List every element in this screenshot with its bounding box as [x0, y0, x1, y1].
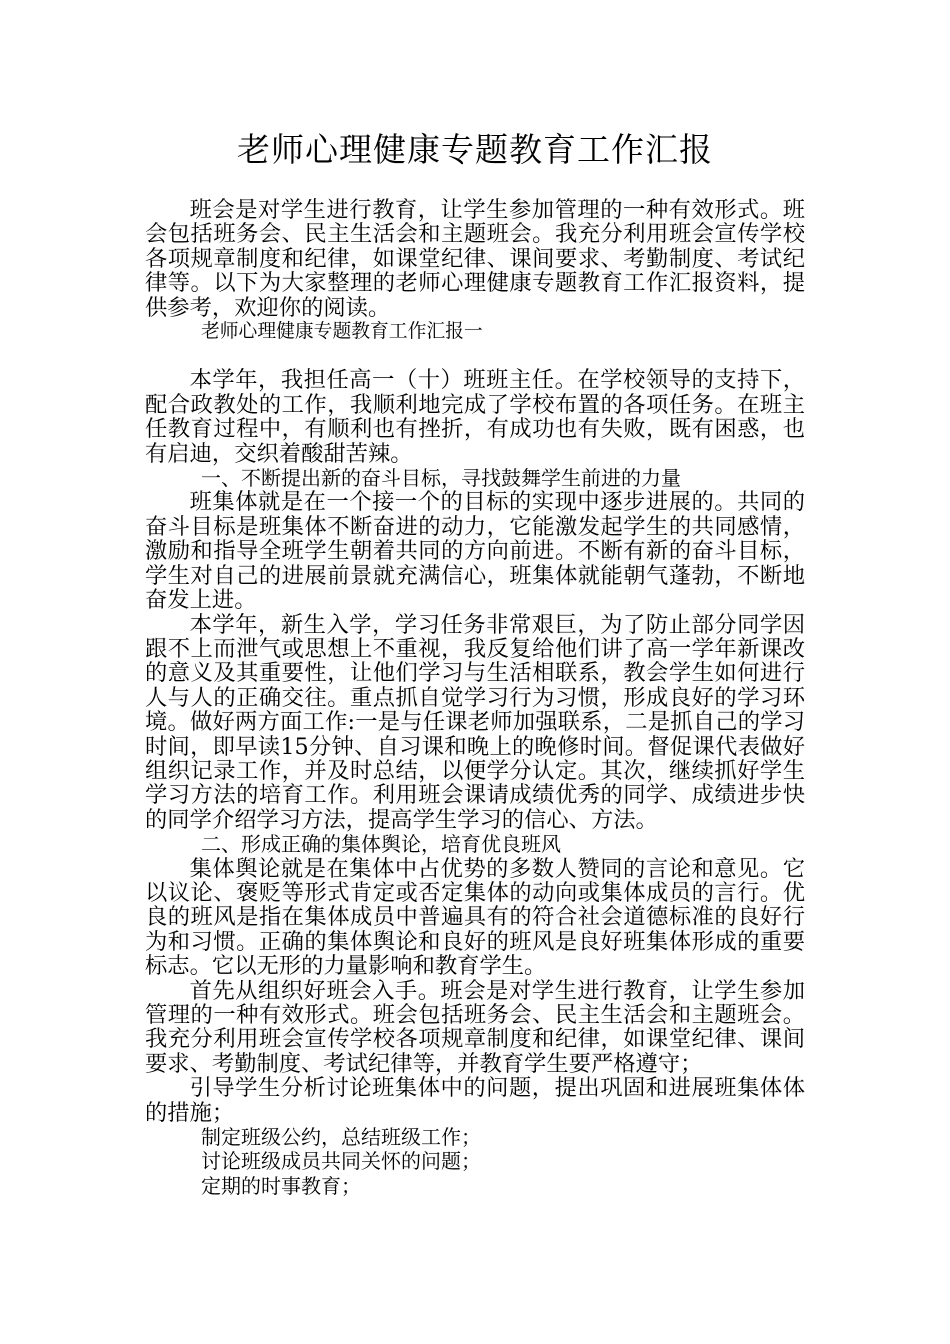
paragraph-4: 集体舆论就是在集体中占优势的多数人赞同的言论和意见。它以议论、褒贬等形式肯定或否定集体的动向或集体成员的言行。优良的班风是指在集体成员中普遍具有的符合社会道德标准的良好行为和习惯。正确的集体舆论和良好的班风是良好班集体形成的重要标志。它以无形的力量影响和教育学生。	[145, 855, 805, 980]
list-item: 讨论班级成员共同关怀的问题；	[201, 1149, 481, 1174]
paragraph-2: 班集体就是在一个接一个的目标的实现中逐步进展的。共同的奋斗目标是班集体不断奋进的动力，它能激发起学生的共同感情，激励和指导全班学生朝着共同的方向前进。不断有新的奋斗目标，学生对自己的进展前景就充满信心，班集体就能朝气蓬勃，不断地奋发上进。	[145, 489, 805, 614]
subheading-2: 二、形成正确的集体舆论，培育优良班风	[201, 832, 561, 857]
paragraph-3: 本学年，新生入学，学习任务非常艰巨，为了防止部分同学因跟不上而泄气或思想上不重视，我反复给他们讲了高一学年新课改的意义及其重要性，让他们学习与生活相联系，教会学生如何进行人与人的正确交往。重点抓自觉学习行为习惯，形成良好的学习环境。做好两方面工作:一是与任课老师加强联系，二是抓自己的学习时间，即早读15分钟、自习课和晚上的晚修时间。督促课代表做好组织记录工作，并及时总结，以便学分认定。其次，继续抓好学生学习方法的培育工作。利用班会课请成绩优秀的同学、成绩进步快的同学介绍学习方法，提高学生学习的信心、方法。	[145, 611, 805, 833]
intro-paragraph: 班会是对学生进行教育，让学生参加管理的一种有效形式。班会包括班务会、民主生活会和主题班会。我充分利用班会宣传学校各项规章制度和纪律，如课堂纪律、课间要求、考勤制度、考试纪律等。以下为大家整理的老师心理健康专题教育工作汇报资料，提供参考，欢迎你的阅读。	[145, 197, 805, 321]
paragraph-5: 首先从组织好班会入手。班会是对学生进行教育，让学生参加管理的一种有效形式。班会包括班务会、民主生活会和主题班会。我充分利用班会宣传学校各项规章制度和纪律，如课堂纪律、课间要求、考勤制度、考试纪律等，并教育学生要严格遵守；	[145, 977, 805, 1077]
paragraph-1: 本学年，我担任高一（十）班班主任。在学校领导的支持下，配合政教处的工作，我顺利地完成了学校布置的各项任务。在班主任教育过程中，有顺利也有挫折，有成功也有失败，既有困惑，也有启迪，交织着酸甜苦辣。	[145, 367, 805, 467]
blank-line	[145, 344, 805, 368]
document-page	[145, 122, 805, 1198]
subheading-1: 一、不断提出新的奋斗目标，寻找鼓舞学生前进的力量	[201, 466, 681, 491]
list-item: 定期的时事教育；	[201, 1173, 361, 1198]
paragraph-6: 引导学生分析讨论班集体中的问题，提出巩固和进展班集体体的措施；	[145, 1075, 805, 1126]
section-heading: 老师心理健康专题教育工作汇报一	[201, 321, 483, 343]
document-title: 老师心理健康专题教育工作汇报	[237, 130, 713, 169]
list-item: 制定班级公约，总结班级工作；	[201, 1125, 481, 1150]
